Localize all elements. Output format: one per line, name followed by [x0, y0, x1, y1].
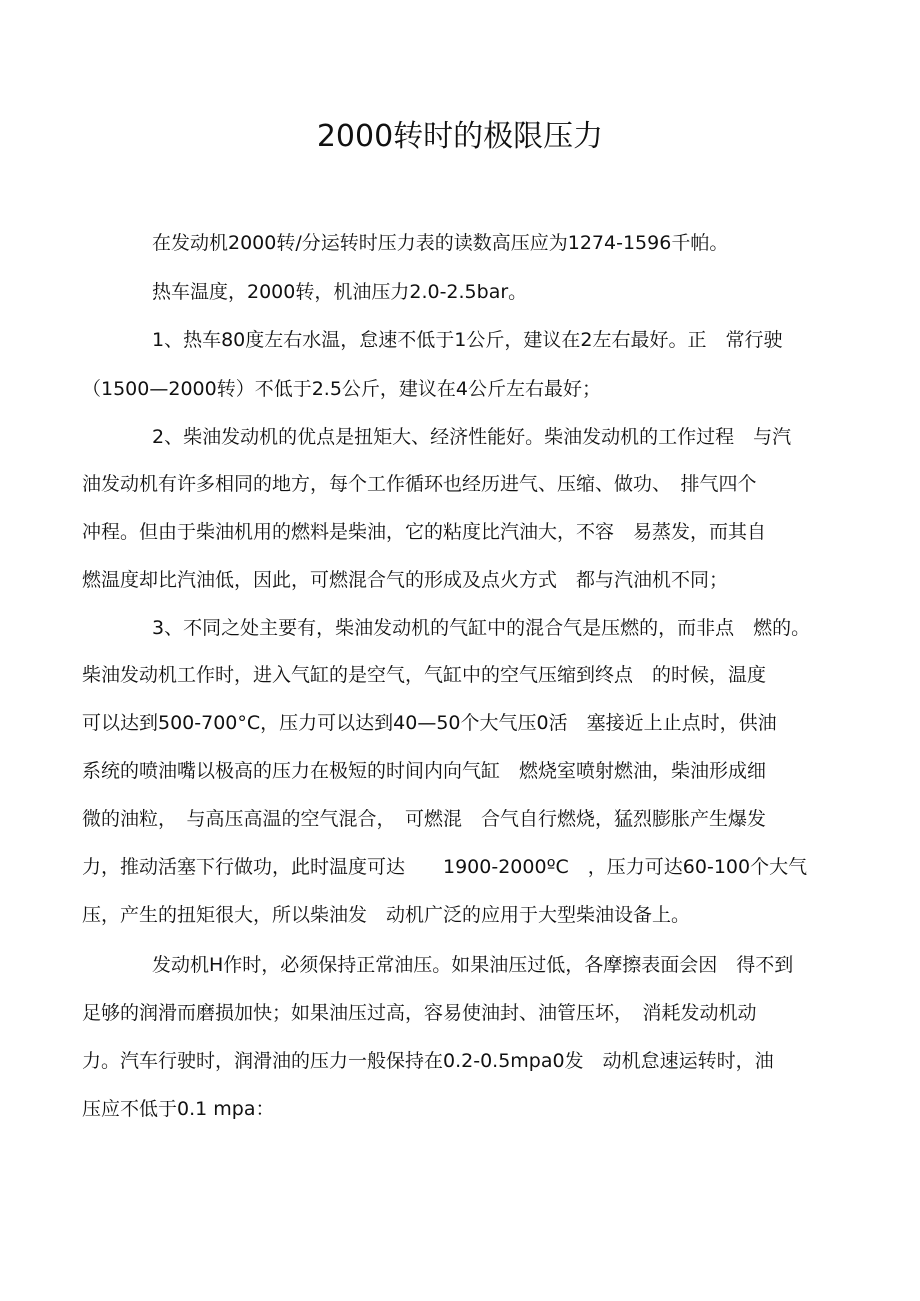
text-line: 2、柴油发动机的优点是扭矩大、经济性能好。柴油发动机的工作过程 与汽 — [152, 426, 792, 448]
text-line: 压应不低于0.1 mpa： — [82, 1098, 275, 1120]
text-line: 柴油发动机工作时，进入气缸的是空气，气缸中的空气压缩到终点 的时候，温度 — [82, 664, 767, 686]
text-line: 燃温度却比汽油低，因此，可燃混合气的形成及点火方式 都与汽油机不同； — [82, 569, 729, 591]
text-line: 发动机H作时，必须保持正常油压。如果油压过低，各摩擦表面会因 得不到 — [152, 954, 794, 976]
text-line: 可以达到500-700°C，压力可以达到40—50个大气压0活 塞接近上止点时，供油 — [82, 712, 777, 734]
text-line: （1500—2000转）不低于2.5公斤，建议在4公斤左右最好； — [82, 378, 602, 400]
text-line: 在发动机2000转/分运转时压力表的读数高压应为1274-1596千帕。 — [152, 232, 729, 254]
text-line: 冲程。但由于柴油机用的燃料是柴油，它的粘度比汽油大，不容 易蒸发，而其自 — [82, 521, 767, 543]
text-line: 油发动机有许多相同的地方，每个工作循环也经历进气、压缩、做功、 排气四个 — [82, 473, 757, 495]
text-line: 力。汽车行驶时，润滑油的压力一般保持在0.2-0.5mpa0发 动机怠速运转时，油 — [82, 1050, 774, 1072]
page-title: 2000转时的极限压力 — [316, 119, 604, 154]
text-line: 微的油粒， 与高压高温的空气混合， 可燃混 合气自行燃烧，猛烈膨胀产生爆发 — [82, 808, 767, 830]
text-line: 力，推动活塞下行做功，此时温度可达 1900-2000ºC ，压力可达60-100个大气 — [82, 856, 808, 878]
text-line: 足够的润滑而磨损加快；如果油压过高，容易使油封、油管压坏， 消耗发动机动 — [82, 1002, 757, 1024]
text-line: 3、不同之处主要有，柴油发动机的气缸中的混合气是压燃的，而非点 燃的。 — [152, 617, 811, 639]
text-line: 压，产生的扭矩很大，所以柴油发 动机广泛的应用于大型柴油设备上。 — [82, 904, 691, 926]
text-line: 1、热车80度左右水温，怠速不低于1公斤，建议在2左右最好。正 常行驶 — [152, 329, 783, 351]
text-line: 系统的喷油嘴以极高的压力在极短的时间内向气缸 燃烧室喷射燃油，柴油形成细 — [82, 760, 767, 782]
text-line: 热车温度，2000转，机油压力2.0-2.5bar。 — [152, 281, 528, 303]
